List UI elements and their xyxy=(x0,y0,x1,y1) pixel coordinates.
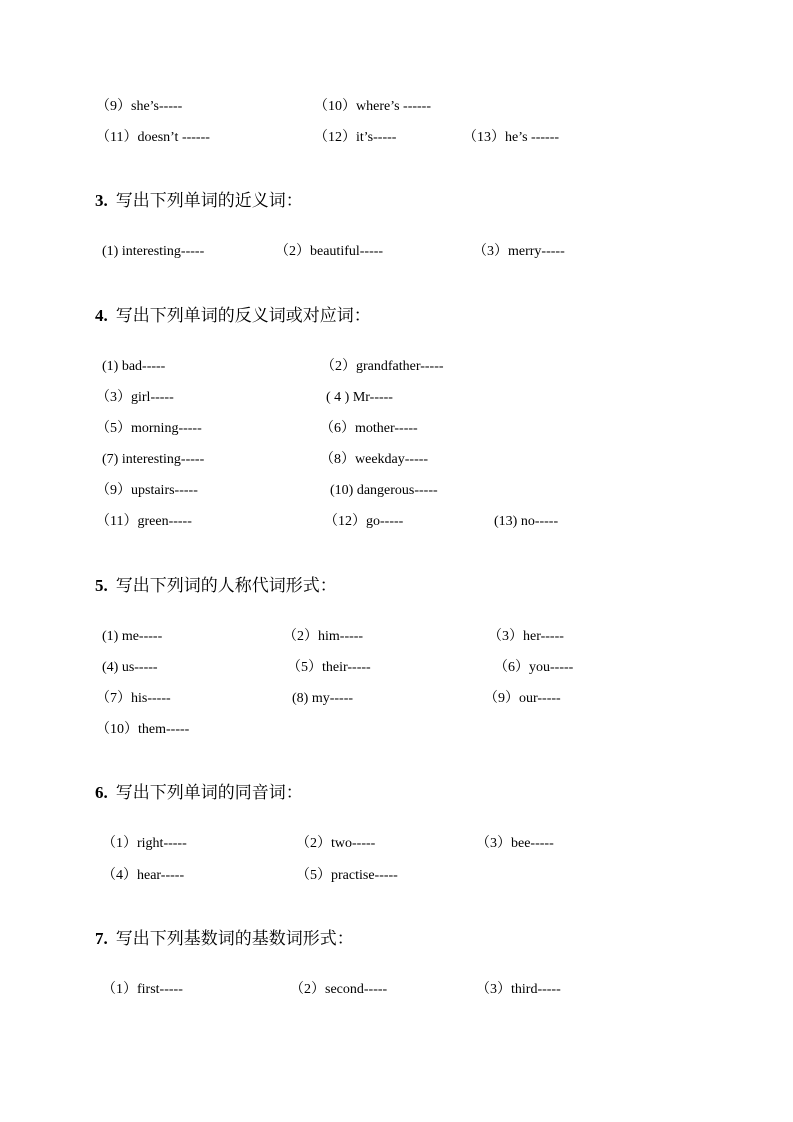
section-number: 3. xyxy=(95,191,108,210)
exercise-item: (4) us----- xyxy=(102,660,158,675)
section-title: 写出下列基数词的基数词形式： xyxy=(115,929,354,949)
exercise-item: （6）mother----- xyxy=(320,421,418,436)
section-number: 6. xyxy=(95,783,108,802)
section-title: 写出下列单词的反义词或对应词： xyxy=(115,306,371,326)
exercise-item: （5）morning----- xyxy=(96,421,202,436)
exercise-item: （11）doesn’t ------ xyxy=(96,130,210,145)
exercise-item: （3）merry----- xyxy=(473,244,565,259)
exercise-item: (1) bad----- xyxy=(102,359,166,374)
exercise-item: （5）practise----- xyxy=(296,868,398,883)
exercise-item: (1) me----- xyxy=(102,629,163,644)
exercise-item: （1）first----- xyxy=(102,982,183,997)
section-heading xyxy=(95,191,303,211)
exercise-item: （10）them----- xyxy=(96,722,190,737)
exercise-item: （7）his----- xyxy=(96,691,171,706)
exercise-item: （11）green----- xyxy=(96,514,192,529)
exercise-item: （2）him----- xyxy=(283,629,364,644)
exercise-item: (7) interesting----- xyxy=(102,452,205,467)
exercise-item: （9）she’s----- xyxy=(96,99,183,114)
section-heading xyxy=(95,929,354,949)
section-heading xyxy=(95,576,337,596)
exercise-item: （4）hear----- xyxy=(102,868,185,883)
exercise-item: （9）upstairs----- xyxy=(96,483,198,498)
exercise-item: （2）two----- xyxy=(296,836,376,851)
exercise-item: （2）beautiful----- xyxy=(275,244,384,259)
exercise-item: (8) my----- xyxy=(292,691,354,706)
exercise-item: （1）right----- xyxy=(102,836,187,851)
exercise-item: （12）go----- xyxy=(324,514,404,529)
exercise-item: （3）girl----- xyxy=(96,390,174,405)
section-title: 写出下列单词的同音词： xyxy=(115,783,303,803)
exercise-item: （10）where’s ------ xyxy=(314,99,432,114)
exercise-item: （6）you----- xyxy=(494,660,574,675)
exercise-item: （5）their----- xyxy=(287,660,371,675)
section-heading xyxy=(95,306,371,326)
section-number: 5. xyxy=(95,576,108,595)
exercise-item: （8）weekday----- xyxy=(320,452,429,467)
section-heading xyxy=(95,783,303,803)
exercise-item: （3）bee----- xyxy=(476,836,554,851)
exercise-item: （12）it’s----- xyxy=(314,130,397,145)
exercise-item: （9）our----- xyxy=(484,691,561,706)
exercise-item: （3）her----- xyxy=(488,629,564,644)
exercise-item: (13) no----- xyxy=(494,514,559,529)
section-title: 写出下列单词的近义词： xyxy=(115,191,303,211)
exercise-item: （13）he’s ------ xyxy=(463,130,560,145)
exercise-item: （2）second----- xyxy=(290,982,388,997)
exercise-item: （2）grandfather----- xyxy=(321,359,444,374)
section-number: 4. xyxy=(95,306,108,325)
exercise-item: （3）third----- xyxy=(476,982,561,997)
exercise-item: ( 4 ) Mr----- xyxy=(326,390,393,405)
exercise-item: (10) dangerous----- xyxy=(330,483,438,498)
exercise-item: (1) interesting----- xyxy=(102,244,205,259)
section-title: 写出下列词的人称代词形式： xyxy=(115,576,337,596)
section-number: 7. xyxy=(95,929,108,948)
